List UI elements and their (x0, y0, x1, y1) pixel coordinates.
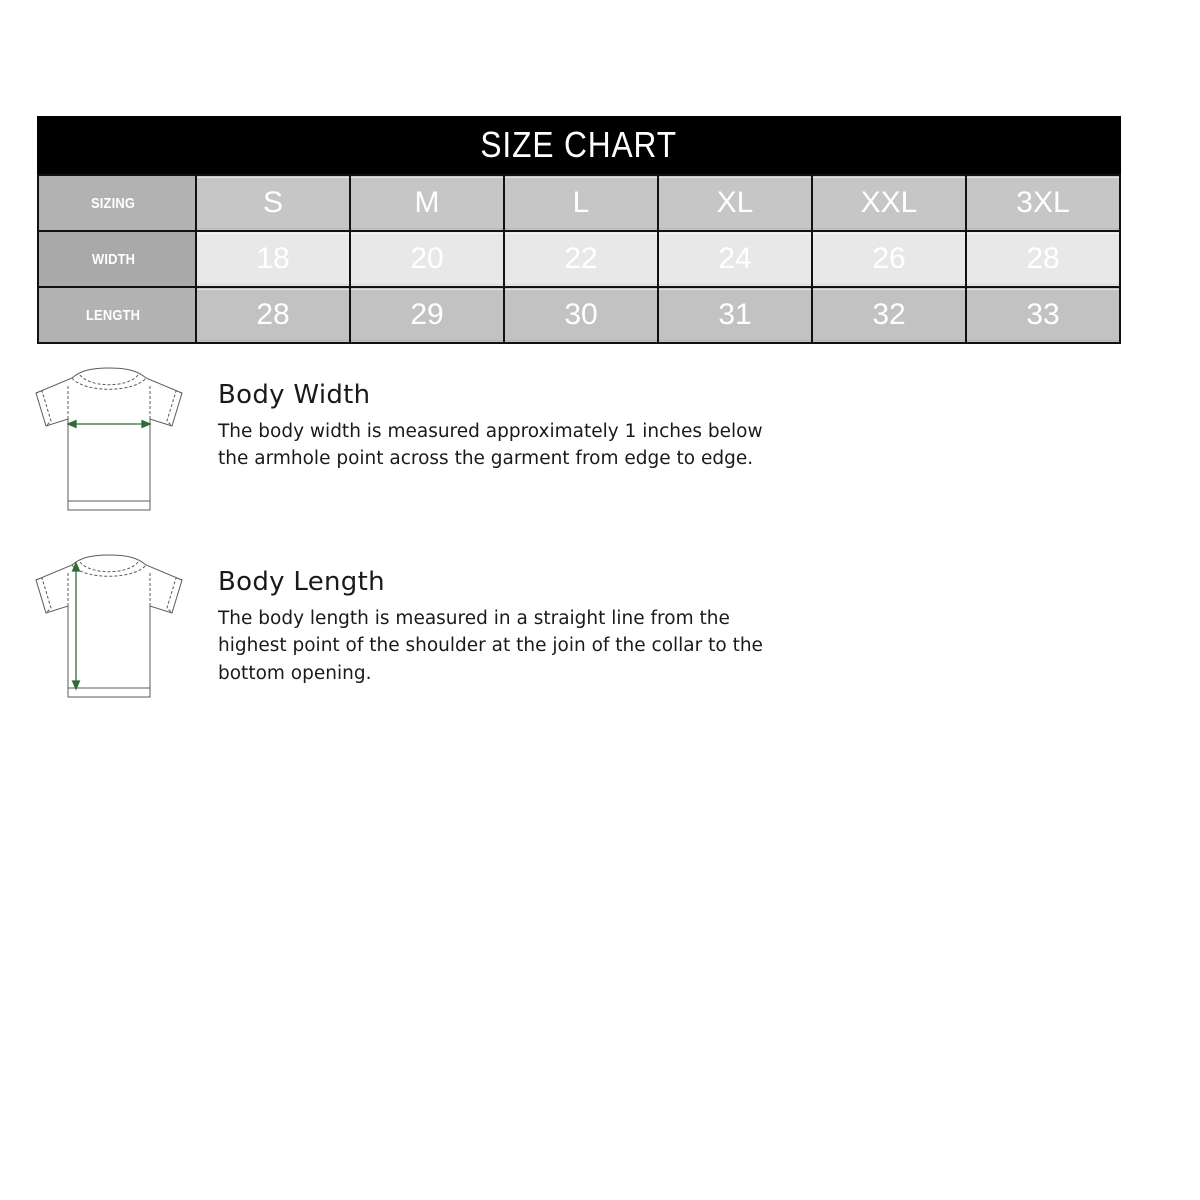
size-label-s: S (197, 177, 349, 229)
row-header-sizing-label: SIZING (91, 194, 136, 212)
size-label-3xl: 3XL (967, 177, 1119, 229)
table-cell-length-l (504, 287, 658, 343)
row-header-width-label: WIDTH (91, 250, 136, 268)
length-value-m: 29 (351, 289, 503, 341)
width-value-l: 22 (505, 233, 657, 285)
width-value-m: 20 (351, 233, 503, 285)
table-cell-length-m (350, 287, 504, 343)
table-cell-width-m (350, 231, 504, 287)
body-length-block (14, 549, 814, 714)
table-cell-size-xxl (812, 175, 966, 231)
length-value-xxl: 32 (813, 289, 965, 341)
length-measure-arrow (73, 563, 80, 689)
width-value-s: 18 (197, 233, 349, 285)
size-chart-header-bar (37, 116, 1121, 174)
row-header-width (38, 231, 196, 287)
body-width-text (204, 362, 766, 473)
size-chart-table-container (37, 116, 1121, 344)
table-cell-size-m (350, 175, 504, 231)
table-cell-size-xl (658, 175, 812, 231)
table-row-width (38, 231, 1120, 287)
table-cell-length-xxl (812, 287, 966, 343)
table-row-sizing (38, 175, 1120, 231)
row-header-length-label: LENGTH (85, 306, 140, 324)
table-cell-length-xl (658, 287, 812, 343)
table-cell-length-3xl (966, 287, 1120, 343)
width-measure-arrow (68, 421, 150, 428)
body-width-description: The body width is measured approximately 1 inches below the armhole point across the garment from edge to edge. (218, 421, 763, 470)
table-cell-width-xxl (812, 231, 966, 287)
size-label-l: L (505, 177, 657, 229)
width-value-xxl: 26 (813, 233, 965, 285)
table-cell-size-s (196, 175, 350, 231)
row-header-sizing (38, 175, 196, 231)
size-chart-table (37, 174, 1121, 344)
width-value-xl: 24 (659, 233, 811, 285)
length-value-3xl: 33 (967, 289, 1119, 341)
table-cell-length-s (196, 287, 350, 343)
measurement-guide-section (14, 362, 814, 714)
table-cell-size-3xl (966, 175, 1120, 231)
size-label-xxl: XXL (813, 177, 965, 229)
size-label-xl: XL (659, 177, 811, 229)
table-cell-width-3xl (966, 231, 1120, 287)
table-cell-width-xl (658, 231, 812, 287)
table-cell-size-l (504, 175, 658, 231)
table-cell-width-s (196, 231, 350, 287)
table-cell-width-l (504, 231, 658, 287)
body-width-block (14, 362, 814, 527)
body-length-text (204, 549, 766, 687)
tshirt-width-diagram (14, 362, 204, 527)
length-value-l: 30 (505, 289, 657, 341)
body-length-heading: Body Length (218, 567, 385, 597)
body-width-heading: Body Width (218, 380, 371, 410)
row-header-length (38, 287, 196, 343)
length-value-xl: 31 (659, 289, 811, 341)
body-length-description: The body length is measured in a straight line from the highest point of the shoulder at the join of the collar to the bottom opening. (218, 608, 763, 684)
size-label-m: M (351, 177, 503, 229)
tshirt-length-diagram (14, 549, 204, 714)
width-value-3xl: 28 (967, 233, 1119, 285)
length-value-s: 28 (197, 289, 349, 341)
table-row-length (38, 287, 1120, 343)
page-title: SIZE CHART (480, 124, 678, 165)
